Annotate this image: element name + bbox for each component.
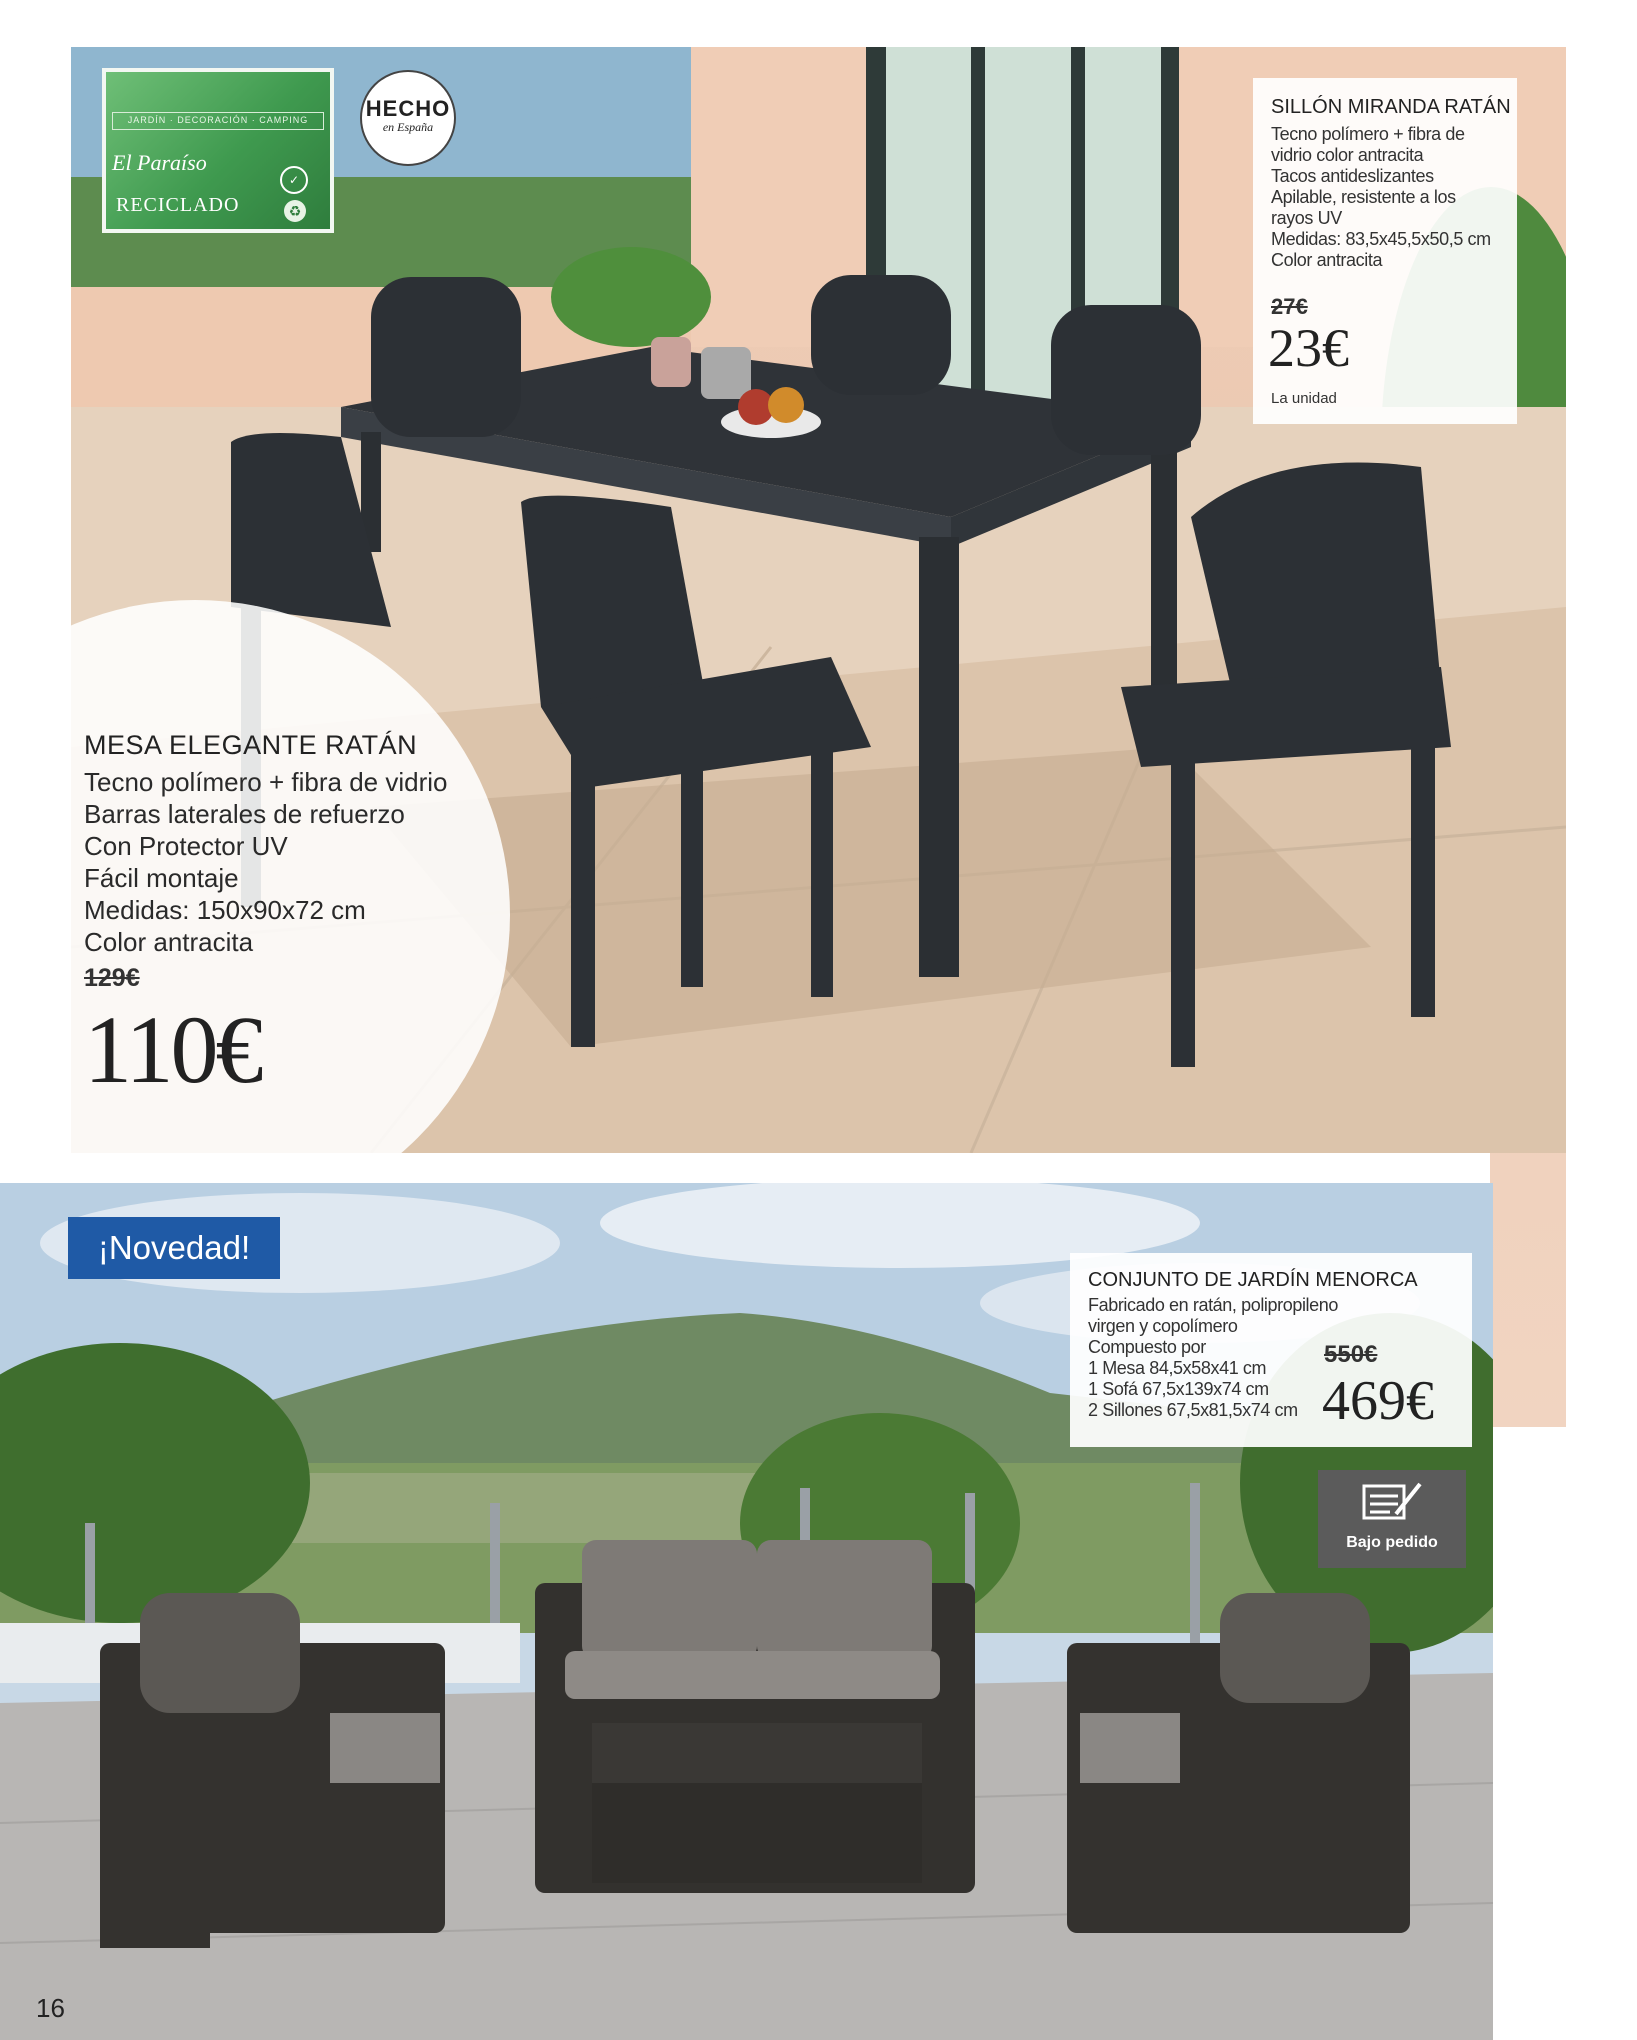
- menorca-feature: 1 Sofá 67,5x139x74 cm: [1088, 1379, 1269, 1399]
- made-in-spain-bottom: en España: [382, 120, 434, 134]
- sillon-feature: Tecno polímero + fibra de: [1271, 124, 1465, 144]
- sillon-old-price: 27€: [1271, 294, 1308, 319]
- sillon-feature: Color antracita: [1271, 250, 1383, 270]
- sillon-unit-note: La unidad: [1271, 390, 1337, 407]
- recycle-icon: ♻: [284, 200, 306, 222]
- logo-title: El Paraíso: [112, 150, 207, 175]
- page-number: 16: [36, 1993, 65, 2023]
- mesa-title: MESA ELEGANTE RATÁN: [84, 730, 418, 760]
- mesa-feature: Fácil montaje: [84, 863, 239, 893]
- mesa-feature: Medidas: 150x90x72 cm: [84, 895, 366, 925]
- sillon-feature: Apilable, resistente a los: [1271, 187, 1456, 207]
- mesa-features: [84, 766, 447, 958]
- menorca-old-price: 550€: [1324, 1341, 1378, 1368]
- menorca-features: [1088, 1295, 1338, 1421]
- novelty-badge: ¡Novedad!: [68, 1217, 280, 1279]
- menorca-feature: virgen y copolímero: [1088, 1316, 1238, 1336]
- mesa-feature: Tecno polímero + fibra de vidrio: [84, 767, 448, 797]
- mesa-price: 110€: [84, 996, 261, 1103]
- logo-strip-text: JARDÍN · DECORACIÓN · CAMPING: [112, 112, 324, 130]
- order-form-icon: [1360, 1480, 1424, 1524]
- on-order-label: Bajo pedido: [1346, 1534, 1438, 1551]
- sillon-features: [1271, 124, 1511, 271]
- mesa-feature: Barras laterales de refuerzo: [84, 799, 405, 829]
- sillon-feature: Medidas: 83,5x45,5x50,5 cm: [1271, 229, 1491, 249]
- sillon-feature: rayos UV: [1271, 208, 1342, 228]
- menorca-feature: Compuesto por: [1088, 1337, 1206, 1357]
- menorca-product-card: [1070, 1253, 1472, 1447]
- menorca-feature: 1 Mesa 84,5x58x41 cm: [1088, 1358, 1267, 1378]
- menorca-feature: Fabricado en ratán, polipropileno: [1088, 1295, 1338, 1315]
- made-in-spain-top: HECHO: [365, 96, 451, 121]
- menorca-price: 469€: [1322, 1370, 1434, 1432]
- leaf-icon: ✓: [280, 166, 308, 194]
- recycled-paradise-logo: [102, 68, 334, 233]
- sillon-price: 23€: [1268, 318, 1349, 378]
- made-in-spain-badge: [360, 70, 456, 166]
- menorca-title: CONJUNTO DE JARDÍN MENORCA: [1088, 1269, 1418, 1291]
- on-order-badge: [1318, 1470, 1466, 1568]
- mesa-feature: Color antracita: [84, 927, 254, 957]
- mesa-old-price: 129€: [84, 964, 140, 992]
- mesa-feature: Con Protector UV: [84, 831, 288, 861]
- menorca-feature: 2 Sillones 67,5x81,5x74 cm: [1088, 1400, 1298, 1420]
- sillon-feature: vidrio color antracita: [1271, 145, 1424, 165]
- logo-subtitle: RECICLADO: [116, 194, 240, 216]
- sillon-title: SILLÓN MIRANDA RATÁN: [1271, 96, 1511, 118]
- sillon-feature: Tacos antideslizantes: [1271, 166, 1434, 186]
